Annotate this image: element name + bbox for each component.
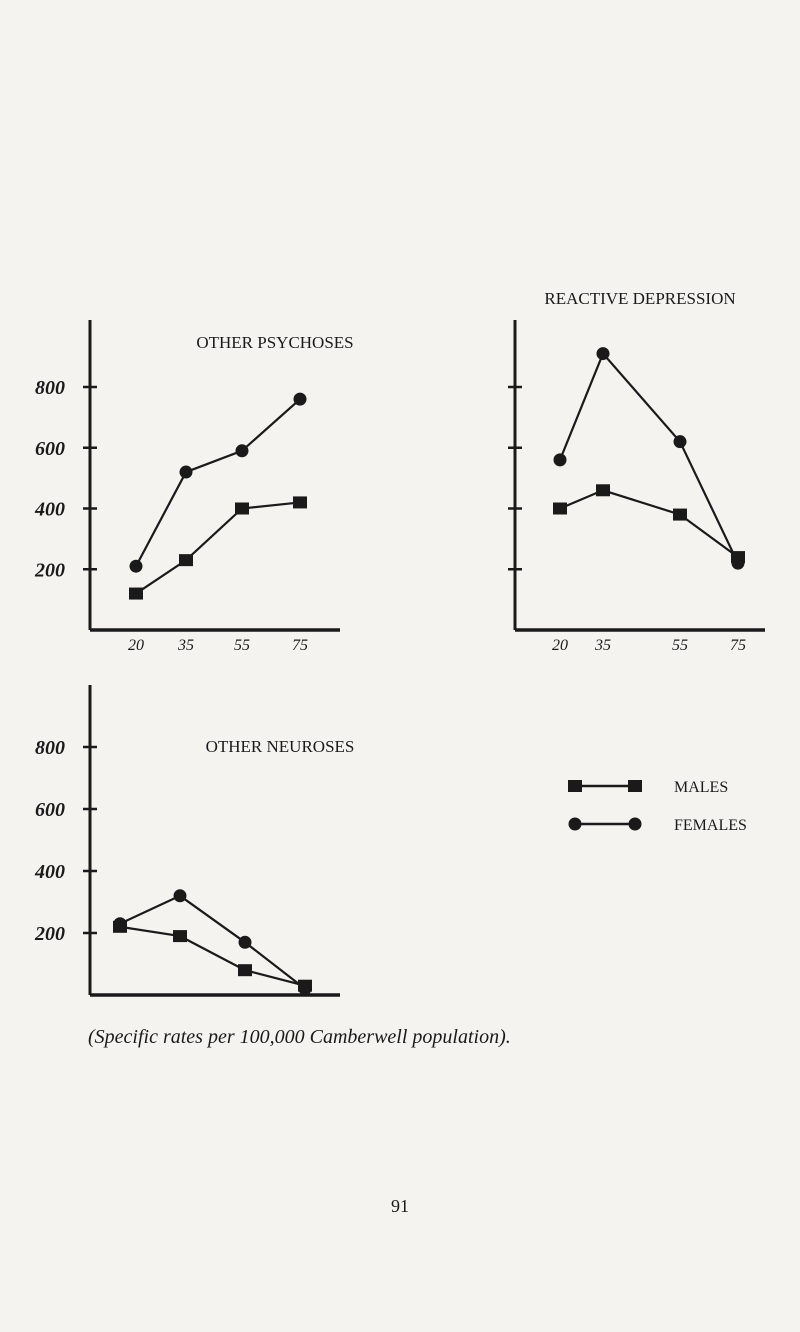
panel3-females-series-line	[120, 896, 305, 989]
panel1-males-series-line	[136, 502, 300, 593]
panel1-y-tick-label: 800	[35, 377, 65, 399]
panel2-females-point	[732, 557, 745, 570]
panel1-males-point	[129, 588, 143, 600]
panel1-x-tick-label: 75	[292, 637, 308, 654]
panel2-x-tick-label: 35	[595, 637, 611, 654]
legend-males-marker	[568, 780, 582, 792]
panel3-females-point	[174, 889, 187, 902]
panel2-females-point	[597, 347, 610, 360]
panel1-y-tick-label: 200	[35, 559, 65, 582]
panel1-males-point	[293, 496, 307, 508]
panel1-y-tick-label: 400	[35, 498, 65, 521]
panel1-y-tick-label: 600	[35, 437, 65, 460]
panel3-males-point	[173, 930, 187, 942]
panel1-males-point	[179, 554, 193, 566]
page-number: 91	[391, 1196, 409, 1216]
figure-caption: (Specific rates per 100,000 Camberwell population).	[88, 1026, 511, 1048]
legend-males-label: MALES	[674, 779, 729, 796]
panel1-females-point	[236, 444, 249, 457]
panel2-females-point	[554, 453, 567, 466]
panel2-males-point	[673, 509, 687, 521]
panel1-x-tick-label: 35	[178, 637, 194, 654]
panel3-females-point	[299, 982, 312, 995]
panel3-y-tick-label: 800	[35, 737, 65, 759]
panel1-females-series-line	[136, 399, 300, 566]
panel3-y-tick-label: 400	[35, 861, 65, 883]
legend-females-label: FEMALES	[674, 817, 747, 834]
panel2-males-point	[553, 503, 567, 515]
panel1-x-tick-label: 20	[128, 637, 144, 654]
panel1-females-point	[130, 560, 143, 573]
panel2-chart-title: REACTIVE DEPRESSION	[544, 289, 736, 308]
panel3-chart-title: OTHER NEUROSES	[205, 737, 355, 756]
panel2-females-series-line	[560, 354, 738, 564]
legend-females-marker	[629, 818, 642, 831]
panel2-x-tick-label: 20	[552, 637, 568, 654]
panel2-males-series-line	[560, 490, 738, 557]
panel2-females-point	[674, 435, 687, 448]
panel3-females-point	[239, 936, 252, 949]
panel3-y-tick-label: 200	[35, 923, 65, 945]
legend-females-marker	[569, 818, 582, 831]
legend-males-marker	[628, 780, 642, 792]
panel3-y-tick-label: 600	[35, 799, 65, 821]
panel3-males-point	[238, 964, 252, 976]
panel1-females-point	[294, 393, 307, 406]
panel1-x-tick-label: 55	[234, 637, 250, 654]
panel3-females-point	[114, 917, 127, 930]
panel2-x-tick-label: 75	[730, 637, 746, 654]
panel1-females-point	[180, 466, 193, 479]
panel3-males-series-line	[120, 927, 305, 986]
panel1-males-point	[235, 503, 249, 515]
panel2-males-point	[596, 484, 610, 496]
panel1-chart-title: OTHER PSYCHOSES	[196, 333, 354, 352]
panel2-x-tick-label: 55	[672, 637, 688, 654]
